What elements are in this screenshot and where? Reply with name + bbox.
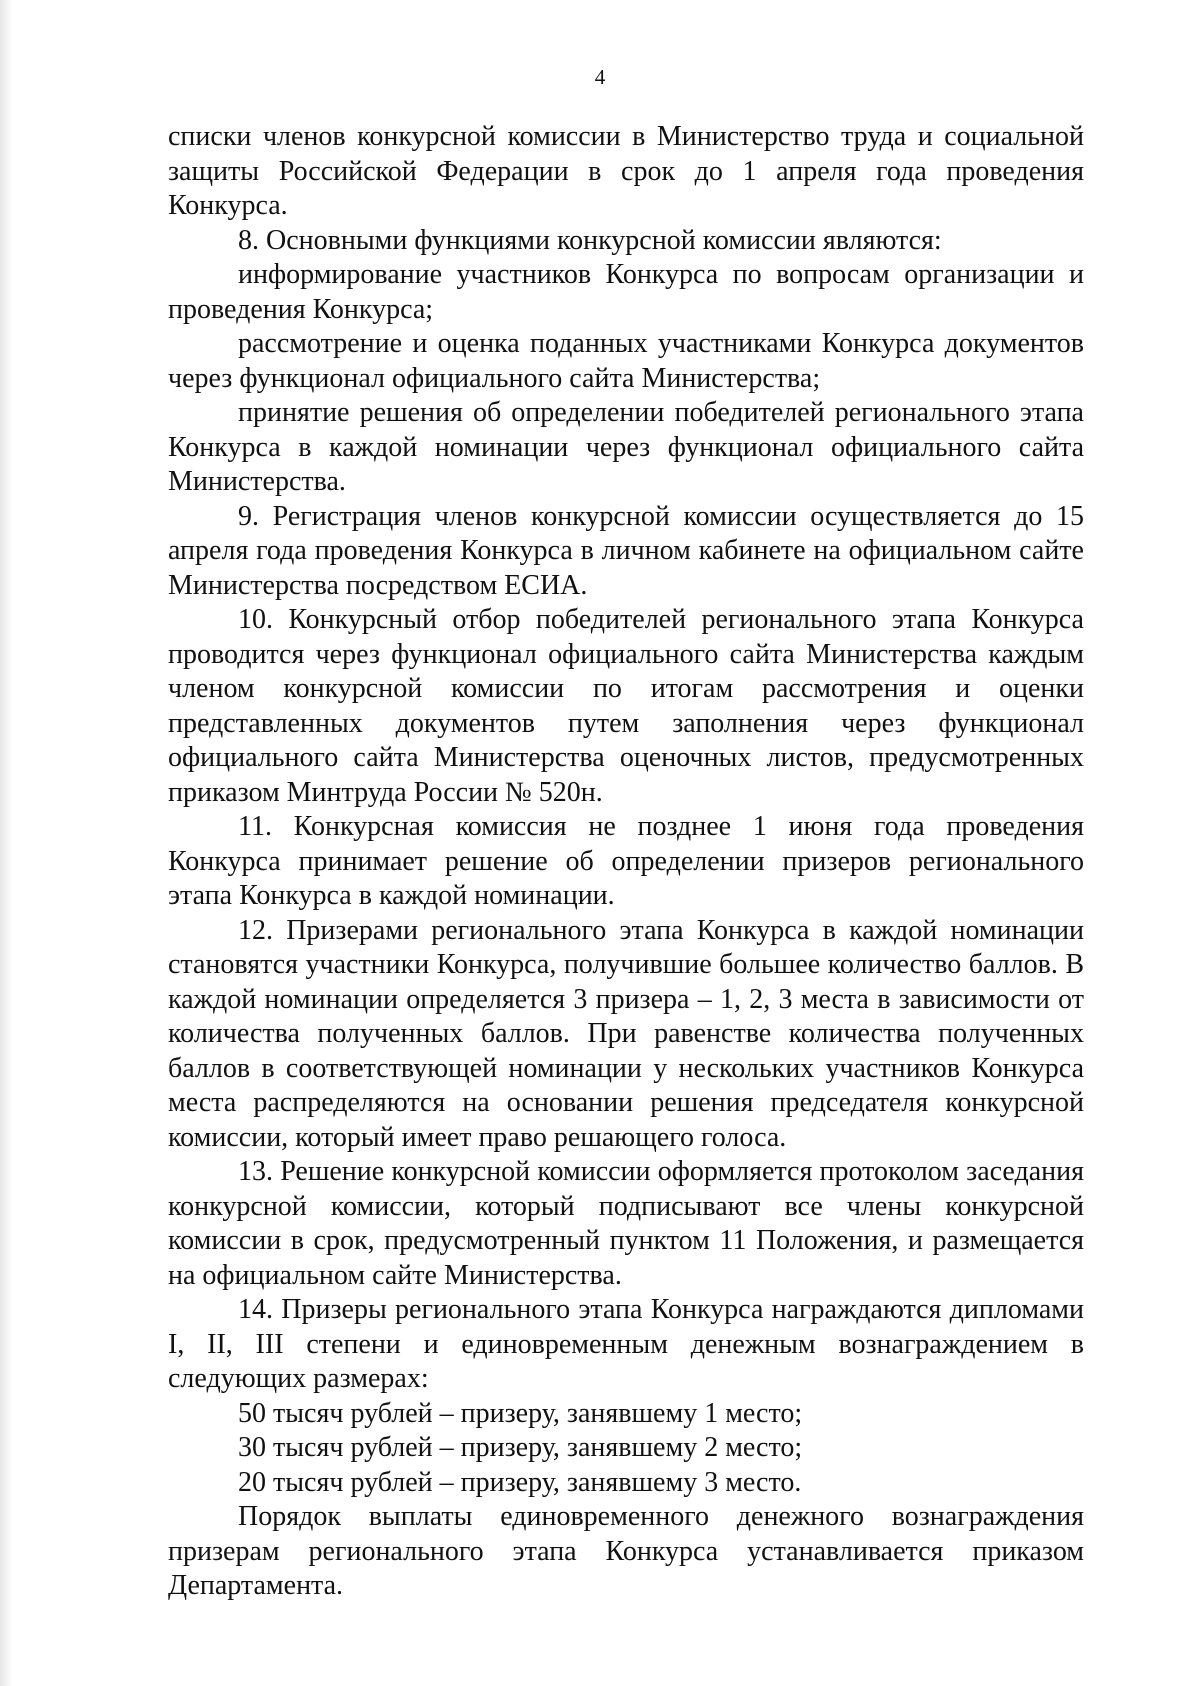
paragraph: 14. Призеры регионального этапа Конкурса награждаются дипломами I, II, III степени и единовременным денежным вознаграждением в следующих размерах:	[168, 1294, 1084, 1394]
paragraph: 11. Конкурсная комиссия не позднее 1 июня года проведения Конкурса принимает решение об определении призеров регионального этапа Конкурса в каждой номинации.	[168, 811, 1084, 911]
paragraph: принятие решения об определении победителей регионального этапа Конкурса в каждой номинации через функционал официального сайта Министерства.	[168, 397, 1084, 497]
paragraph: информирование участников Конкурса по вопросам организации и проведения Конкурса;	[168, 259, 1084, 325]
paragraph: Порядок выплаты единовременного денежного вознаграждения призерам регионального этапа Конкурса устанавливается приказом Департамента.	[168, 1501, 1084, 1601]
paragraph: 50 тысяч рублей – призеру, занявшему 1 место;	[238, 1397, 803, 1429]
paragraph: 9. Регистрация членов конкурсной комиссии осуществляется до 15 апреля года проведения Конкурса в личном кабинете на официальном сайте Министерства посредством ЕСИА.	[168, 500, 1084, 601]
paragraph: 20 тысяч рублей – призеру, занявшему 3 место.	[238, 1466, 802, 1498]
scan-edge	[0, 0, 14, 1686]
paragraph: 13. Решение конкурсной комиссии оформляется протоколом заседания конкурсной комиссии, который подписывают все члены конкурсной комиссии в срок, предусмотренный пунктом 11 Положения, и размещается на официальном сайте Министерства.	[168, 1156, 1084, 1291]
paragraph: 12. Призерами регионального этапа Конкурса в каждой номинации становятся участники Конкурса, получившие большее количество баллов. В каждой номинации определяется 3 призера – 1, 2, 3 места в зависимости от количества полученных баллов. При равенстве количества полученных баллов в соответствующей номинации у нескольких участников Конкурса места распределяются на основании решения председателя конкурсной комиссии, который имеет право решающего голоса.	[168, 914, 1084, 1153]
paragraph: списки членов конкурсной комиссии в Министерство труда и социальной защиты Российской Федерации в срок до 1 апреля года проведения Конкурса.	[168, 121, 1084, 221]
paragraph: 10. Конкурсный отбор победителей регионального этапа Конкурса проводится через функционал официального сайта Министерства каждым членом конкурсной комиссии по итогам рассмотрения и оценки представленных документов путем заполнения через функционал официального сайта Министерства оценочных листов, предусмотренных приказом Минтруда России № 520н.	[168, 604, 1084, 808]
document-body	[168, 120, 1084, 1604]
paragraph: рассмотрение и оценка поданных участниками Конкурса документов через функционал официального сайта Министерства;	[168, 328, 1084, 394]
paragraph: 8. Основными функциями конкурсной комиссии являются:	[238, 224, 942, 256]
page-number: 4	[594, 65, 606, 89]
paragraph: 30 тысяч рублей – призеру, занявшему 2 место;	[238, 1432, 803, 1463]
